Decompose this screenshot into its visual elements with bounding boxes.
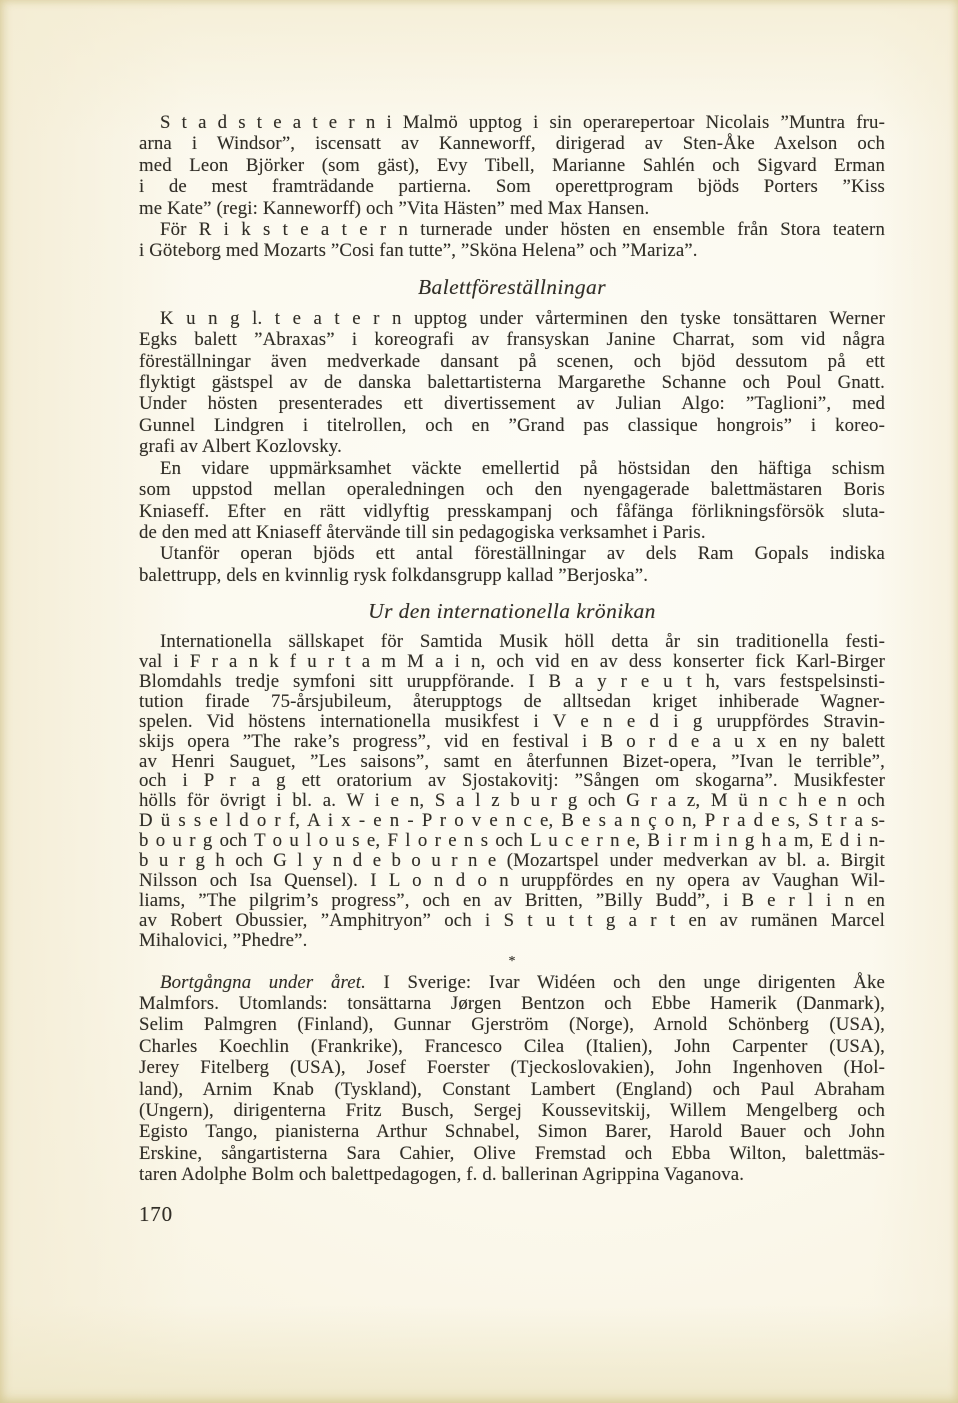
line-text: I Sverige: Ivar Widéen och den unge dirigenten Åke (365, 971, 885, 993)
text-line: i de mest framträdande partierna. Som operettprogram bjöds Porters ”Kiss (139, 176, 885, 198)
text-line: arna i Windsor”, iscensatt av Kanneworff, dirigerad av Sten-Åke Axelson och (139, 133, 885, 155)
text-line: flyktigt gästspel av de danska balettartisterna Margarethe Schanne och Poul Gnatt. (139, 372, 885, 394)
text-line: som uppstod mellan operaledningen och den nyengagerade balettmästaren Boris (139, 479, 885, 501)
italic-lead: Bortgångna under året. (160, 971, 366, 993)
paragraph-kniaseff-schism (139, 458, 885, 544)
text-line: Kniaseff. Efter en rätt vidlyftig presskampanj och fåfänga förlikningsförsök sluta- (139, 500, 885, 522)
section-heading-internationella-kronikan: Ur den internationella krönikan (368, 599, 656, 624)
text-line: land), Arnim Knab (Tyskland), Constant Lambert (England) och Paul Abraham (139, 1078, 885, 1100)
text-line: av Henri Sauguet, ”Les saisons”, samt en återfunnen Bizet-opera, ”Ivan le terrible”, (139, 750, 885, 772)
text-line: med Leon Björker (som gäst), Evy Tibell, Marianne Sahlén och Sigvard Erman (139, 154, 885, 176)
text-line: b o u r g och T o u l o u s e, F l o r e n s och L u c e r n e, B i r m i n g h a m, E d i n- (139, 830, 885, 852)
text-line: hölls för övrigt i bl. a. W i e n, S a l z b u r g och G r a z, M ü n c h e n och (139, 790, 885, 812)
text-line: grafi av Albert Kozlovsky. (139, 436, 342, 458)
paragraph-internationella-kronikan (139, 632, 885, 951)
text-line: Mihalovici, ”Phedre”. (139, 929, 308, 951)
paragraph-utanfor-operan (139, 543, 885, 586)
text-line: föreställningar även medverkade dansant på scenen, och bjöd dessutom på ett (139, 350, 885, 372)
text-line: En vidare uppmärksamhet väckte emellertid på höstsidan den häftiga schism (160, 457, 885, 479)
text-line: Internationella sällskapet för Samtida Musik höll detta år sin traditionella festi- (160, 631, 885, 653)
paragraph-riksteatern (139, 219, 885, 262)
text-line: me Kate” (regi: Kanneworff) och ”Vita Hästen” med Max Hansen. (139, 197, 650, 219)
text-line: spelen. Vid höstens internationella musikfest i V e n e d i g uruppfördes Stravin- (139, 710, 885, 732)
text-line: K u n g l. t e a t e r n upptog under vårterminen den tyske tonsättaren Werner (160, 307, 885, 329)
text-line: och i P r a g ett oratorium av Sjostakovitj: ”Sången om skogarna”. Musikfester (139, 770, 885, 792)
text-line: Under hösten presenterades ett divertissement av Julian Algo: ”Taglioni”, med (139, 393, 885, 415)
text-line: Malmfors. Utomlands: tonsättarna Jørgen Bentzon och Ebbe Hamerik (Danmark), (139, 993, 885, 1015)
text-line: Blomdahls tredje symfoni sitt uruppförande. I B a y r e u t h, vars festspelsinsti- (139, 670, 885, 692)
section-heading-balettforestallningar: Balettföreställningar (418, 274, 606, 299)
text-line: Selim Palmgren (Finland), Gunnar Gjerström (Norge), Arnold Schönberg (USA), (139, 1014, 885, 1036)
paragraph-stadsteatern-malmo (139, 112, 885, 219)
text-line: D ü s s e l d o r f, A i x - e n - P r o v e n c e, B e s a n ç o n, P r a d e s, S t r a s- (139, 810, 885, 832)
text-line: Jerey Fitelberg (USA), Josef Foerster (Tjeckoslovakien), John Ingenhoven (Hol- (139, 1057, 885, 1079)
text-line: För R i k s t e a t e r n turnerade under hösten en ensemble från Stora teatern (160, 219, 885, 241)
text-line: i Göteborg med Mozarts ”Cosi fan tutte”, ”Sköna Helena” och ”Mariza”. (139, 240, 698, 262)
text-line: Erskine, sångartisterna Sara Cahier, Olive Fremstad och Ebba Wilton, balettmäs- (139, 1142, 885, 1164)
text-line: Gunnel Lindgren i titelrollen, och en ”Grand pas classique hongrois” i koreo- (139, 414, 885, 436)
text-line: (Ungern), dirigenterna Fritz Busch, Sergej Koussevitskij, Willem Mengelberg och (139, 1100, 885, 1122)
text-line: skijs opera ”The rake’s progress”, vid en festival i B o r d e a u x en ny balett (139, 730, 885, 752)
text-line: Egks balett ”Abraxas” i koreografi av fransyskan Janine Charrat, som vid några (139, 329, 885, 351)
text-line: taren Adolphe Bolm och balettpedagogen, f. d. ballerinan Agrippina Vaganova. (139, 1164, 745, 1186)
text-line: Nilsson och Isa Quensel). I L o n d o n uruppfördes en ny opera av Vaughan Wil- (139, 870, 885, 891)
text-line: Utanför operan bjöds ett antal föreställningar av dels Ram Gopals indiska (160, 543, 885, 565)
paragraph-kungl-teatern (139, 308, 885, 458)
text-line: liams, ”The pilgrim’s progress”, och en av Britten, ”Billy Budd”, i B e r l i n en (139, 889, 885, 911)
page-text (139, 112, 885, 1226)
text-line: val i F r a n k f u r t a m M a i n, och vid en av dess konserter fick Karl-Birger (139, 651, 885, 673)
text-line: balettrupp, dels en kvinnlig rysk folkdansgrupp kallad ”Berjoska”. (139, 564, 649, 586)
text-line: tution firade 75-årsjubileum, återupptogs de alltsedan kriget inhiberade Wagner- (139, 690, 885, 712)
text-line (139, 972, 885, 993)
text-line: av Robert Obussier, ”Amphitryon” och i S t u t t g a r t en av rumänen Marcel (139, 909, 885, 931)
text-line: de den med att Kniaseff återvände till sin pedagogiska verksamhet i Paris. (139, 521, 706, 543)
text-line: S t a d s t e a t e r n i Malmö upptog i sin operarepertoar Nicolais ”Muntra fru- (160, 112, 885, 133)
page-number: 170 (139, 1201, 173, 1226)
text-line: Charles Koechlin (Frankrike), Francesco Cilea (Italien), John Carpenter (USA), (139, 1035, 885, 1057)
asterisk-separator: * (508, 953, 516, 969)
text-line: Egisto Tango, pianisterna Arthur Schnabel, Simon Barer, Harold Bauer och John (139, 1121, 885, 1143)
paragraph-bortgangna-under-aret (139, 972, 885, 1186)
text-line: b u r g h och G l y n d e b o u r n e (Mozartspel under medverkan av bl. a. Birgit (139, 850, 885, 872)
